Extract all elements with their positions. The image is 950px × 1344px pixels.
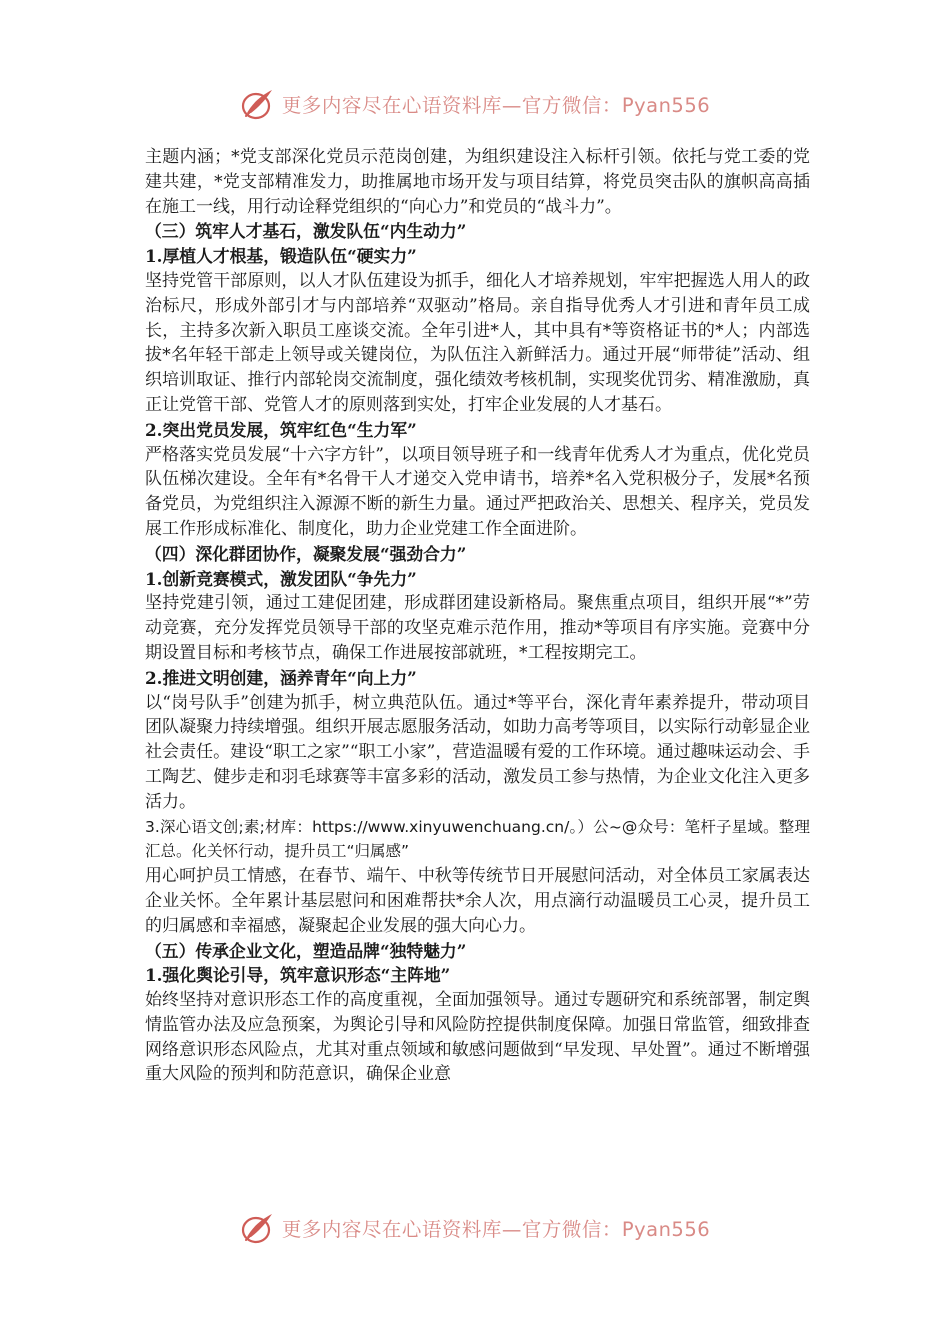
section-heading: （四）深化群团协作，凝聚发展“强劲合力” (145, 543, 467, 564)
section-heading: （三）筑牢人才基石，激发队伍“内生动力” (145, 221, 467, 242)
body-paragraph: 3.深心语文创;素;材库：https://www.xinyuwenchuang.cn/。）公~@众号：笔杆子星域。整理汇总。化关怀行动，提升员工“归属感” (145, 817, 810, 861)
body-paragraph: 始终坚持对意识形态工作的高度重视，全面加强领导。通过专题研究和系统部署，制定舆情监管办法及应急预案，为舆论引导和风险防控提供制度保障。加强日常监管，细致排查网络意识形态风险点，尤其对重点领域和敏感问题做到“早发现、早处置”。通过不断增强重大风险的预判和防范意识，确保企业意 (145, 990, 810, 1085)
watermark-text: 更多内容尽在心语资料库—官方微信：Pyan556 (281, 94, 711, 117)
section-heading: 2.突出党员发展，筑牢红色“生力军” (145, 419, 417, 440)
body-paragraph: 严格落实党员发展“十六字方针”，以项目领导班子和一线青年优秀人才为重点，优化党员队伍梯次建设。全年有*名骨干人才递交入党申请书，培养*名入党积极分子，发展*名预备党员，为党组织注入源源不断的新生力量。通过严把政治关、思想关、程序关，党员发展工作形成标准化、制度化，助力企业党建工作全面进阶。 (145, 444, 810, 539)
body-paragraph: 以“岗号队手”创建为抓手，树立典范队伍。通过*等平台，深化青年素养提升，带动项目团队凝聚力持续增强。组织开展志愿服务活动，如助力高考等项目，以实际行动彰显企业社会责任。建设“职工之家”“职工小家”，营造温暖有爱的工作环境。通过趣味运动会、手工陶艺、健步走和羽毛球赛等丰富多彩的活动，激发员工参与热情，为企业文化注入更多活力。 (145, 692, 810, 812)
quill-pen-logo-icon (240, 86, 276, 122)
section-heading: 1.厚植人才根基，锻造队伍“硬实力” (145, 246, 417, 267)
watermark-banner-bottom (0, 1208, 950, 1248)
body-paragraph: 坚持党管干部原则，以人才队伍建设为抓手，细化人才培养规划，牢牢把握选人用人的政治标尺，形成外部引才与内部培养“双驱动”格局。亲自指导优秀人才引进和青年员工成长，主持多次新入职员工座谈交流。全年引进*人，其中具有*等资格证书的*人；内部选拔*名年轻干部走上领导或关键岗位，为队伍注入新鲜活力。通过开展“师带徒”活动、组织培训取证、推行内部轮岗交流制度，强化绩效考核机制，实现奖优罚劣、精准激励，真正让党管干部、党管人才的原则落到实处，打牢企业发展的人才基石。 (145, 270, 810, 415)
section-heading: 1.创新竞赛模式，激发团队“争先力” (145, 568, 417, 589)
section-heading: （五）传承企业文化，塑造品牌“独特魅力” (145, 940, 467, 961)
quill-pen-logo-icon (240, 1210, 276, 1246)
body-paragraph: 用心呵护员工情感，在春节、端午、中秋等传统节日开展慰问活动，对全体员工家属表达企业关怀。全年累计基层慰问和困难帮扶*余人次，用点滴行动温暖员工心灵，提升员工的归属感和幸福感，凝聚起企业发展的强大向心力。 (145, 866, 810, 936)
body-paragraph: 主题内涵；*党支部深化党员示范岗创建，为组织建设注入标杆引领。依托与党工委的党建共建，*党支部精准发力，助推属地市场开发与项目结算，将党员突击队的旗帜高高插在施工一线，用行动诠释党组织的“向心力”和党员的“战斗力”。 (145, 147, 810, 217)
document-body (145, 145, 810, 1087)
section-heading: 2.推进文明创建，涵养青年“向上力” (145, 667, 417, 688)
section-heading: 1.强化舆论引导，筑牢意识形态“主阵地” (145, 965, 451, 986)
watermark-banner-top (0, 84, 950, 124)
watermark-text: 更多内容尽在心语资料库—官方微信：Pyan556 (281, 1218, 711, 1241)
body-paragraph: 坚持党建引领，通过工建促团建，形成群团建设新格局。聚焦重点项目，组织开展“*”劳动竞赛，充分发挥党员领导干部的攻坚克难示范作用，推动*等项目有序实施。竞赛中分期设置目标和考核节点，确保工作进展按部就班，*工程按期完工。 (145, 593, 810, 663)
